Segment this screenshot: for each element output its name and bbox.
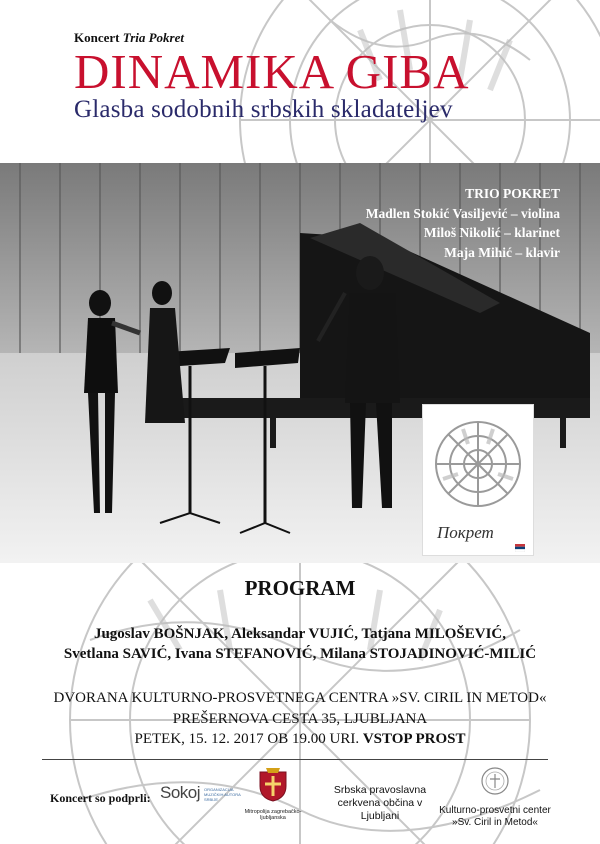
coat-of-arms-icon bbox=[256, 766, 290, 802]
composers-list bbox=[0, 624, 600, 664]
serbian-flag-icon bbox=[515, 544, 525, 552]
album-cover bbox=[422, 404, 534, 556]
mitropolija-label: Mitropolija zagrebačko-ljubljanska bbox=[244, 809, 302, 821]
sokoj-wordmark: Sokoj bbox=[160, 783, 201, 802]
srbska-parish bbox=[320, 784, 440, 823]
venue-address: PREŠERNOVA CESTA 35, LJUBLJANA bbox=[172, 710, 428, 727]
kicker-prefix: Koncert bbox=[74, 30, 120, 45]
program-heading: PROGRAM bbox=[244, 576, 356, 600]
event-date: PETEK, 15. 12. 2017 OB 19.00 URI. bbox=[134, 731, 360, 747]
srbska-line-2: cerkvena občina v Ljubljani bbox=[337, 797, 423, 822]
trio-lineup bbox=[366, 184, 560, 262]
trio-name: TRIO POKRET bbox=[465, 186, 560, 201]
kpc-seal-icon bbox=[480, 766, 510, 796]
sokoj-logo bbox=[160, 783, 241, 803]
kicker-ensemble: Tria Pokret bbox=[122, 30, 184, 45]
header bbox=[74, 30, 469, 124]
trio-member-clarinet: Miloš Nikolić – klarinet bbox=[423, 225, 560, 240]
event-subtitle: Glasba sodobnih srbskih skladateljev bbox=[74, 96, 453, 123]
album-wheel-icon bbox=[423, 409, 533, 519]
sokoj-subtitle: ORGANIZACIJA MUZIČKIH AUTORA SRBIJE bbox=[204, 787, 241, 802]
entry-free: VSTOP PROST bbox=[362, 731, 466, 747]
mitropolija-logo bbox=[238, 766, 308, 821]
divider bbox=[42, 759, 548, 760]
event-date-line bbox=[0, 729, 600, 750]
sponsors-label: Koncert so podprli: bbox=[50, 791, 151, 805]
srbska-line-1: Srbska pravoslavna bbox=[333, 784, 427, 796]
kpc-line-1: Kulturno-prosvetni center bbox=[439, 805, 551, 816]
trio-member-violin: Madlen Stokić Vasiljević – violina bbox=[365, 205, 560, 221]
composers-line-2: Svetlana SAVIĆ, Ivana STEFANOVIĆ, Milana STOJADINOVIĆ-MILIĆ bbox=[63, 646, 537, 662]
album-label: Покрет bbox=[437, 523, 494, 542]
kpc-line-2: »Sv. Ciril in Metod« bbox=[452, 817, 538, 828]
trio-member-piano: Maja Mihić – klavir bbox=[444, 244, 560, 260]
kpc-logo bbox=[430, 766, 560, 829]
composers-line-1: Jugoslav BOŠNJAK, Aleksandar VUJIĆ, Tatjana MILOŠEVIĆ, bbox=[93, 626, 507, 642]
venue-name: DVORANA KULTURNO-PROSVETNEGA CENTRA »SV. CIRIL IN METOD« bbox=[53, 690, 547, 706]
kpc-label bbox=[430, 805, 560, 829]
event-title: DINAMIKA GIBA bbox=[74, 44, 470, 99]
venue-info bbox=[0, 688, 600, 750]
